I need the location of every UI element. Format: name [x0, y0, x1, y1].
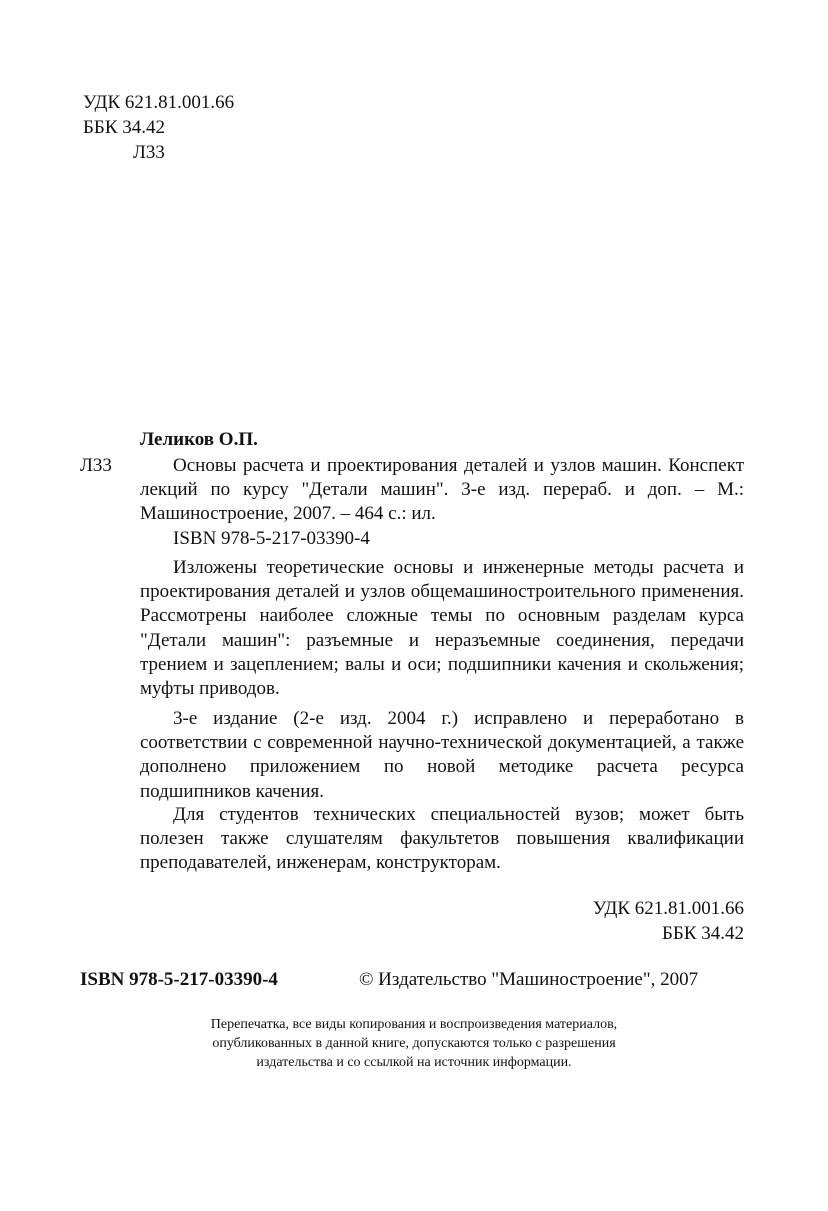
- copyright-line: © Издательство "Машиностроение", 2007: [359, 969, 699, 990]
- audience-paragraph: Для студентов технических специальностей вузов; может быть полезен также слушателям факультетов повышения квалификации преподавателей, инженерам, конструкторам.: [140, 804, 744, 874]
- reprint-notice-line: издательства и со ссылкой на источник информации.: [256, 1055, 572, 1070]
- card-isbn: ISBN 978-5-217-03390-4: [173, 528, 370, 549]
- bibliographic-description: Основы расчета и проектирования деталей и узлов машин. Конспект лекций по курсу "Детали машин". 3-е изд. перераб. и доп. – М.: Машиностроение, 2007. – 464 с.: ил.: [140, 455, 744, 525]
- classification-udk: УДК 621.81.001.66: [592, 898, 744, 919]
- abstract-paragraph: Изложены теоретические основы и инженерные методы расчета и проектирования деталей и узлов общемашиностроительного применения. Рассмотрены наиболее сложные темы по основным разделам курса "Детали машин": разъемные и неразъемные соединения, передачи трением и зацеплением; валы и оси; подшипники качения и скольжения; муфты приводов.: [140, 557, 744, 700]
- header-udk: УДК 621.81.001.66: [83, 92, 235, 113]
- reprint-notice: [150, 1015, 678, 1072]
- reprint-notice-line: опубликованных в данной книге, допускаются только с разрешения: [212, 1036, 616, 1051]
- footer-isbn: ISBN 978-5-217-03390-4: [80, 969, 278, 990]
- edition-note-paragraph: 3-е издание (2-е изд. 2004 г.) исправлено и переработано в соответствии с современной научно-технической документацией, а также дополнено приложением по новой методике расчета ресурса подшипников качения.: [140, 708, 744, 802]
- header-bbk: ББК 34.42: [83, 117, 165, 138]
- reprint-notice-line: Перепечатка, все виды копирования и воспроизведения материалов,: [210, 1017, 618, 1032]
- classification-bbk: ББК 34.42: [662, 923, 744, 944]
- card-author-code: Л33: [80, 455, 112, 476]
- header-author-code: Л33: [133, 142, 165, 163]
- author-name: Леликов О.П.: [140, 429, 258, 450]
